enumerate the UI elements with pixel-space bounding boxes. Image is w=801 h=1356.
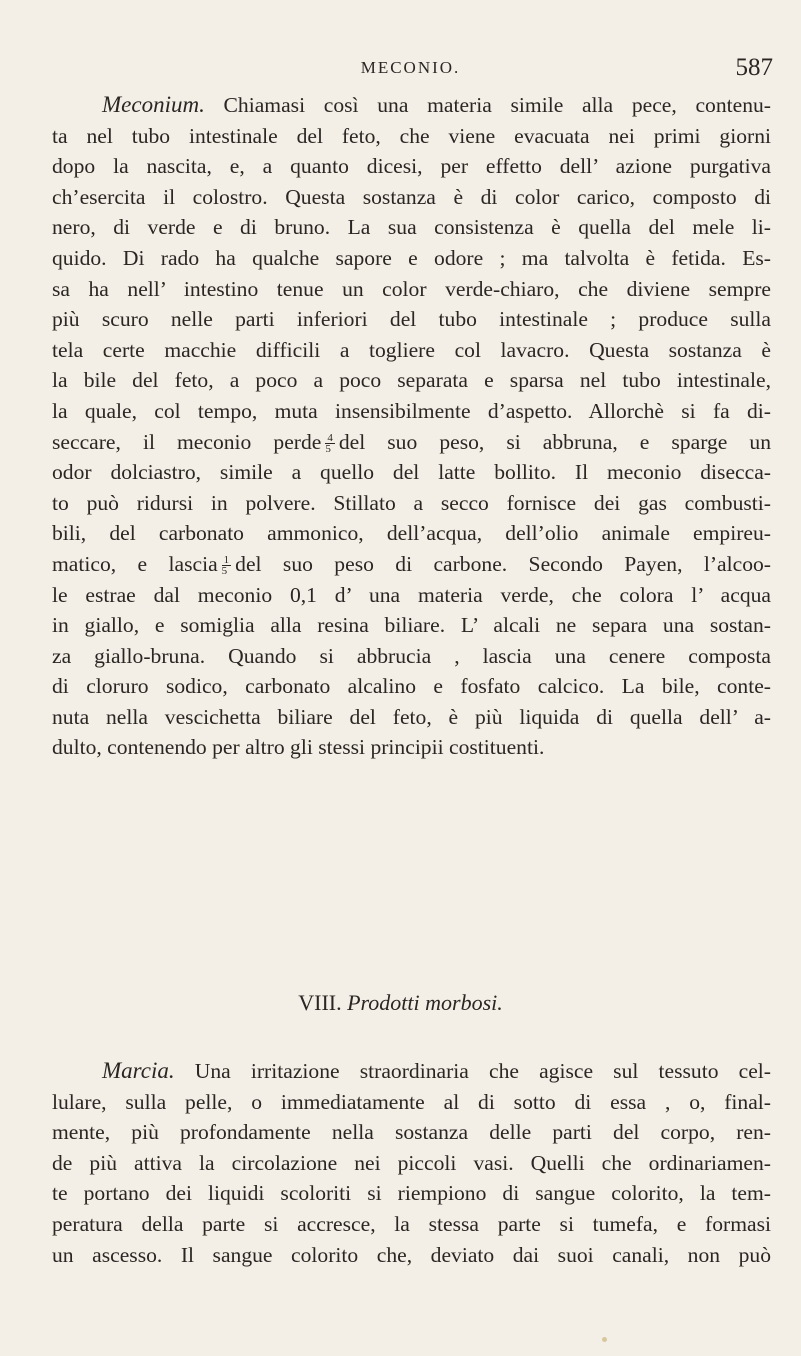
- text-line: nuta nella vescichetta biliare del feto, è più liquida di quella dell’ a-: [52, 704, 771, 729]
- text-line: tela certe macchie difficili a togliere col lavacro. Questa sostanza è: [52, 337, 771, 362]
- text-line: odor dolciastro, simile a quello del latte bollito. Il meconio disecca-: [52, 460, 771, 485]
- term-marcia: Marcia.: [102, 1058, 175, 1083]
- page-header: [48, 52, 773, 86]
- text-line: to può ridursi in polvere. Stillato a secco fornisce dei gas combusti-: [52, 490, 771, 515]
- section-heading: [0, 990, 801, 1016]
- text-line: te portano dei liquidi scoloriti si riempiono di sangue colorito, la tem-: [52, 1181, 771, 1206]
- text-line: più scuro nelle parti inferiori del tubo intestinale ; produce sulla: [52, 307, 771, 332]
- page-number: 587: [735, 54, 773, 81]
- section-title: Prodotti morbosi.: [347, 990, 503, 1015]
- fraction: $\frac{1}{5}$: [221, 554, 230, 578]
- text-line: matico, e lascia $\frac{1}{5}$ del suo peso di carbone. Secondo Payen, l’alcoo-: [52, 551, 771, 578]
- text-line: peratura della parte si accresce, la stessa parte si tumefa, e formasi: [52, 1211, 771, 1236]
- text-line: in giallo, e somiglia alla resina biliare. L’ alcali ne separa una sostan-: [52, 613, 771, 638]
- section-numeral: VIII.: [298, 990, 342, 1015]
- text-line: lulare, sulla pelle, o immediatamente al di sotto di essa , o, final-: [52, 1089, 771, 1114]
- text-line: mente, più profondamente nella sostanza delle parti del corpo, ren-: [52, 1120, 771, 1145]
- paragraph-meconium: [52, 90, 771, 763]
- text-line: quido. Di rado ha qualche sapore e odore ; ma talvolta è fetida. Es-: [52, 245, 771, 270]
- text-line: la quale, col tempo, muta insensibilmente d’aspetto. Allorchè si fa di-: [52, 398, 771, 423]
- text-line: sa ha nell’ intestino tenue un color verde-chiaro, che diviene sempre: [52, 276, 771, 301]
- text-line: bili, del carbonato ammonico, dell’acqua, dell’olio animale empireu-: [52, 521, 771, 546]
- text-line: ta nel tubo intestinale del feto, che viene evacuata nei primi giorni: [52, 123, 771, 148]
- text-line: ch’esercita il colostro. Questa sostanza è di color carico, composto di: [52, 184, 771, 209]
- paragraph-marcia: [52, 1056, 771, 1270]
- text-line: za giallo-bruna. Quando si abbrucia , lascia una cenere composta: [52, 643, 771, 668]
- fraction: $\frac{4}{5}$: [325, 432, 333, 456]
- text-line: le estrae dal meconio 0,1 d’ una materia verde, che colora l’ acqua: [52, 582, 771, 607]
- text-line: de più attiva la circolazione nei piccoli vasi. Quelli che ordinariamen-: [52, 1150, 771, 1175]
- text-line: seccare, il meconio perde $\frac{4}{5}$ del suo peso, si abbruna, e sparge un: [52, 429, 772, 456]
- text-line: dulto, contenendo per altro gli stessi principii costituenti.: [52, 735, 545, 760]
- text-line: di cloruro sodico, carbonato alcalino e fosfato calcico. La bile, conte-: [52, 674, 771, 699]
- running-head: MECONIO.: [360, 58, 461, 77]
- text-line: Marcia. Una irritazione straordinaria che agisce sul tessuto cel-: [102, 1058, 771, 1083]
- term-meconium: Meconium.: [102, 92, 205, 117]
- paper-speck: [602, 1337, 607, 1342]
- text-line: la bile del feto, a poco a poco separata e sparsa nel tubo intestinale,: [52, 368, 771, 393]
- text-line: nero, di verde e di bruno. La sua consistenza è quella del mele li-: [52, 215, 771, 240]
- text-line: Meconium. Chiamasi così una materia simile alla pece, contenu-: [102, 92, 771, 117]
- text-line: dopo la nascita, e, a quanto dicesi, per effetto dell’ azione purgativa: [52, 154, 771, 179]
- text-line: un ascesso. Il sangue colorito che, deviato dai suoi canali, non può: [52, 1242, 771, 1267]
